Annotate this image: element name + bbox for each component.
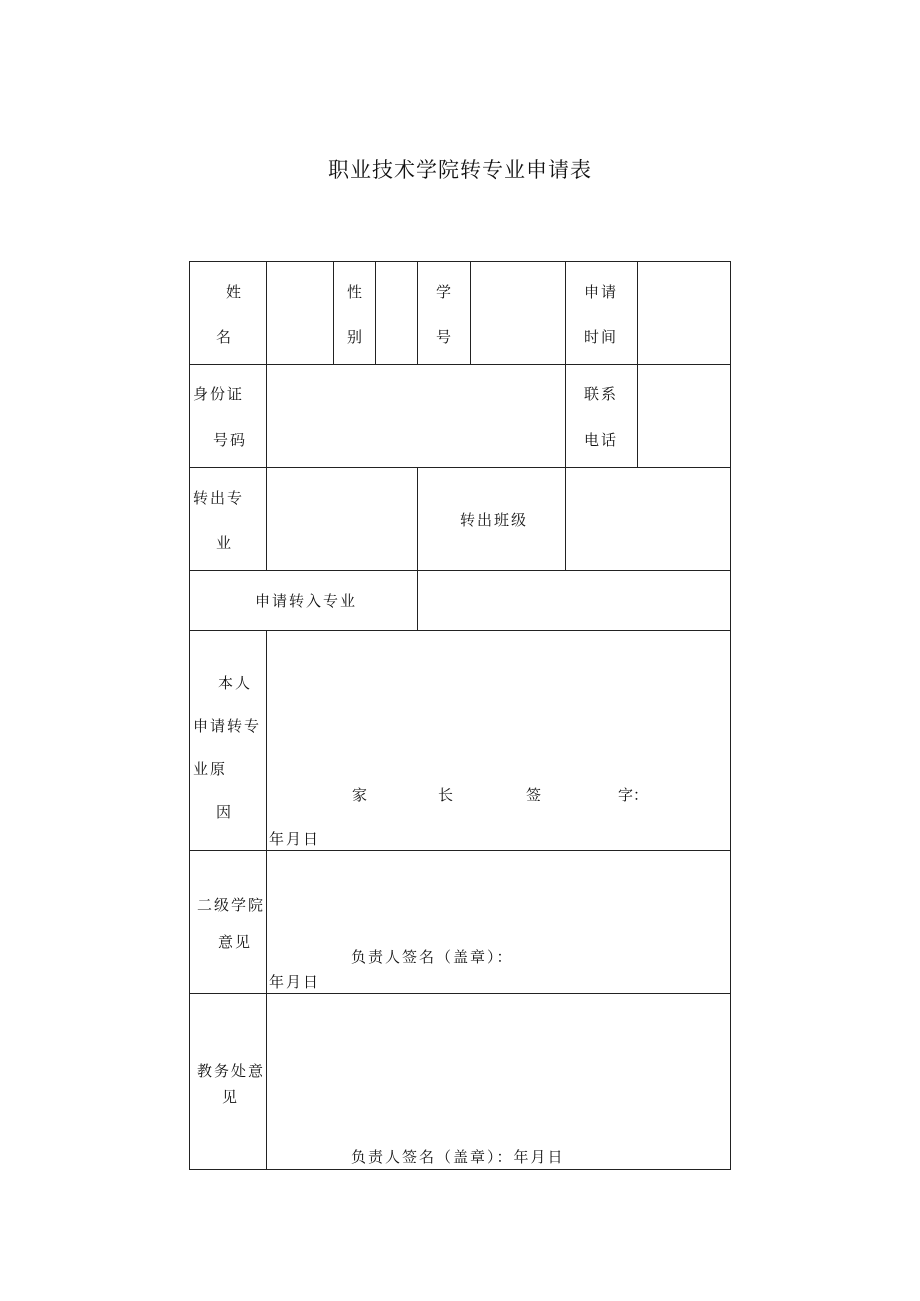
parent-signature-char: 字： (618, 786, 649, 804)
page-title: 职业技术学院转专业申请表 (328, 158, 592, 182)
reason-label: 本人 (218, 674, 253, 692)
college-opinion-label: 意见 (218, 933, 253, 951)
column-divider (417, 467, 418, 570)
column-divider (266, 467, 267, 570)
from-class-label: 转出班级 (460, 511, 529, 529)
column-divider (565, 364, 566, 467)
application-form-table (189, 261, 731, 1170)
column-divider (333, 262, 334, 364)
row-divider (190, 570, 730, 571)
academic-office-opinion-label: 教务处意 (197, 1062, 266, 1080)
column-divider (417, 570, 418, 630)
column-divider (417, 262, 418, 364)
column-divider (266, 262, 267, 364)
reason-label: 申请转专 (193, 717, 262, 735)
column-divider (266, 630, 267, 1169)
apply-time-label: 时间 (584, 328, 619, 346)
row-divider (190, 993, 730, 994)
from-major-label: 业 (216, 534, 234, 552)
id-card-label: 身份证 (193, 385, 245, 403)
parent-signature-char: 签 (526, 786, 544, 804)
academic-office-signature-label: 负责人签名（盖章）：年月日 (351, 1148, 565, 1166)
college-signature-date: 年月日 (269, 973, 321, 991)
gender-label: 别 (347, 328, 365, 346)
column-divider (565, 262, 566, 364)
row-divider (190, 467, 730, 468)
column-divider (266, 364, 267, 467)
from-major-label: 转出专 (193, 489, 245, 507)
row-divider (190, 630, 730, 631)
academic-office-opinion-label: 见 (222, 1088, 240, 1106)
phone-label: 电话 (584, 431, 619, 449)
column-divider (375, 262, 376, 364)
column-divider (637, 262, 638, 364)
row-divider (190, 364, 730, 365)
parent-signature-char: 家 (352, 786, 370, 804)
row-divider (190, 850, 730, 851)
column-divider (565, 467, 566, 570)
gender-label: 性 (347, 283, 365, 301)
reason-label: 因 (216, 803, 234, 821)
student-id-label: 学 (436, 283, 454, 301)
column-divider (470, 262, 471, 364)
college-signature-label: 负责人签名（盖章）： (351, 948, 514, 966)
id-card-label: 号码 (213, 431, 248, 449)
phone-label: 联系 (584, 385, 619, 403)
name-label: 姓 (226, 283, 244, 301)
name-label: 名 (216, 328, 234, 346)
to-major-label: 申请转入专业 (255, 592, 358, 610)
parent-signature-date: 年月日 (269, 830, 321, 848)
college-opinion-label: 二级学院 (197, 896, 266, 914)
reason-label: 业原 (193, 760, 228, 778)
parent-signature-char: 长 (438, 786, 456, 804)
column-divider (637, 364, 638, 467)
student-id-label: 号 (436, 328, 454, 346)
apply-time-label: 申请 (584, 283, 619, 301)
